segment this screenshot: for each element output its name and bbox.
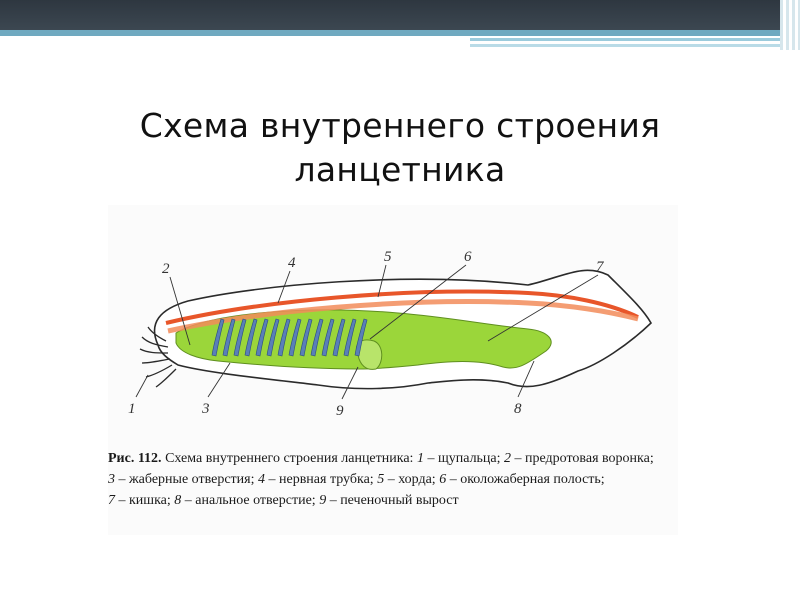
caption-number: 7 <box>108 493 115 508</box>
caption-number: 6 <box>439 472 447 487</box>
caption-number: 4 <box>257 472 265 487</box>
caption-text: – печеночный вырост <box>326 493 459 508</box>
diagram-label: 5 <box>384 249 392 265</box>
caption-number: 2 <box>504 451 512 466</box>
slide-title <box>100 104 700 192</box>
caption-text: – кишка; <box>115 493 175 508</box>
diagram-label: 4 <box>288 255 296 271</box>
slide-accent-line <box>470 44 780 47</box>
slide-title-line: Схема внутреннего строения <box>139 106 661 145</box>
diagram-label: 7 <box>596 259 604 275</box>
diagram-label: 3 <box>202 401 210 417</box>
caption-text: – околожаберная полость; <box>446 472 605 487</box>
caption-text: – предротовая воронка; <box>511 451 654 466</box>
slide-title-line: ланцетника <box>294 150 506 189</box>
caption-text: – нервная трубка; <box>264 472 378 487</box>
caption-text: – щупальца; <box>423 451 505 466</box>
caption-text: – анальное отверстие; <box>181 493 320 508</box>
slide-top-bar <box>0 0 800 30</box>
caption-number: 8 <box>174 493 182 508</box>
slide-accent-strip <box>0 30 780 36</box>
caption-text: – жаберные отверстия; <box>115 472 258 487</box>
caption-number: 3 <box>108 472 115 487</box>
caption-number: 9 <box>319 493 327 508</box>
slide-accent-line <box>470 38 780 41</box>
slide-edge-pattern <box>780 0 800 50</box>
diagram-label: 2 <box>162 261 170 277</box>
figure-caption <box>108 448 678 511</box>
caption-text: Схема внутреннего строения ланцетника: <box>161 451 417 466</box>
diagram-label: 8 <box>514 401 522 417</box>
caption-fig-ref: Рис. 112. <box>108 451 162 466</box>
diagram-label: 6 <box>464 249 472 265</box>
caption-number: 5 <box>377 472 385 487</box>
caption-number: 1 <box>416 451 424 466</box>
caption-text: – хорда; <box>384 472 440 487</box>
diagram-label: 9 <box>336 403 344 419</box>
lancelet-diagram <box>108 205 678 445</box>
diagram-label: 1 <box>128 401 136 417</box>
